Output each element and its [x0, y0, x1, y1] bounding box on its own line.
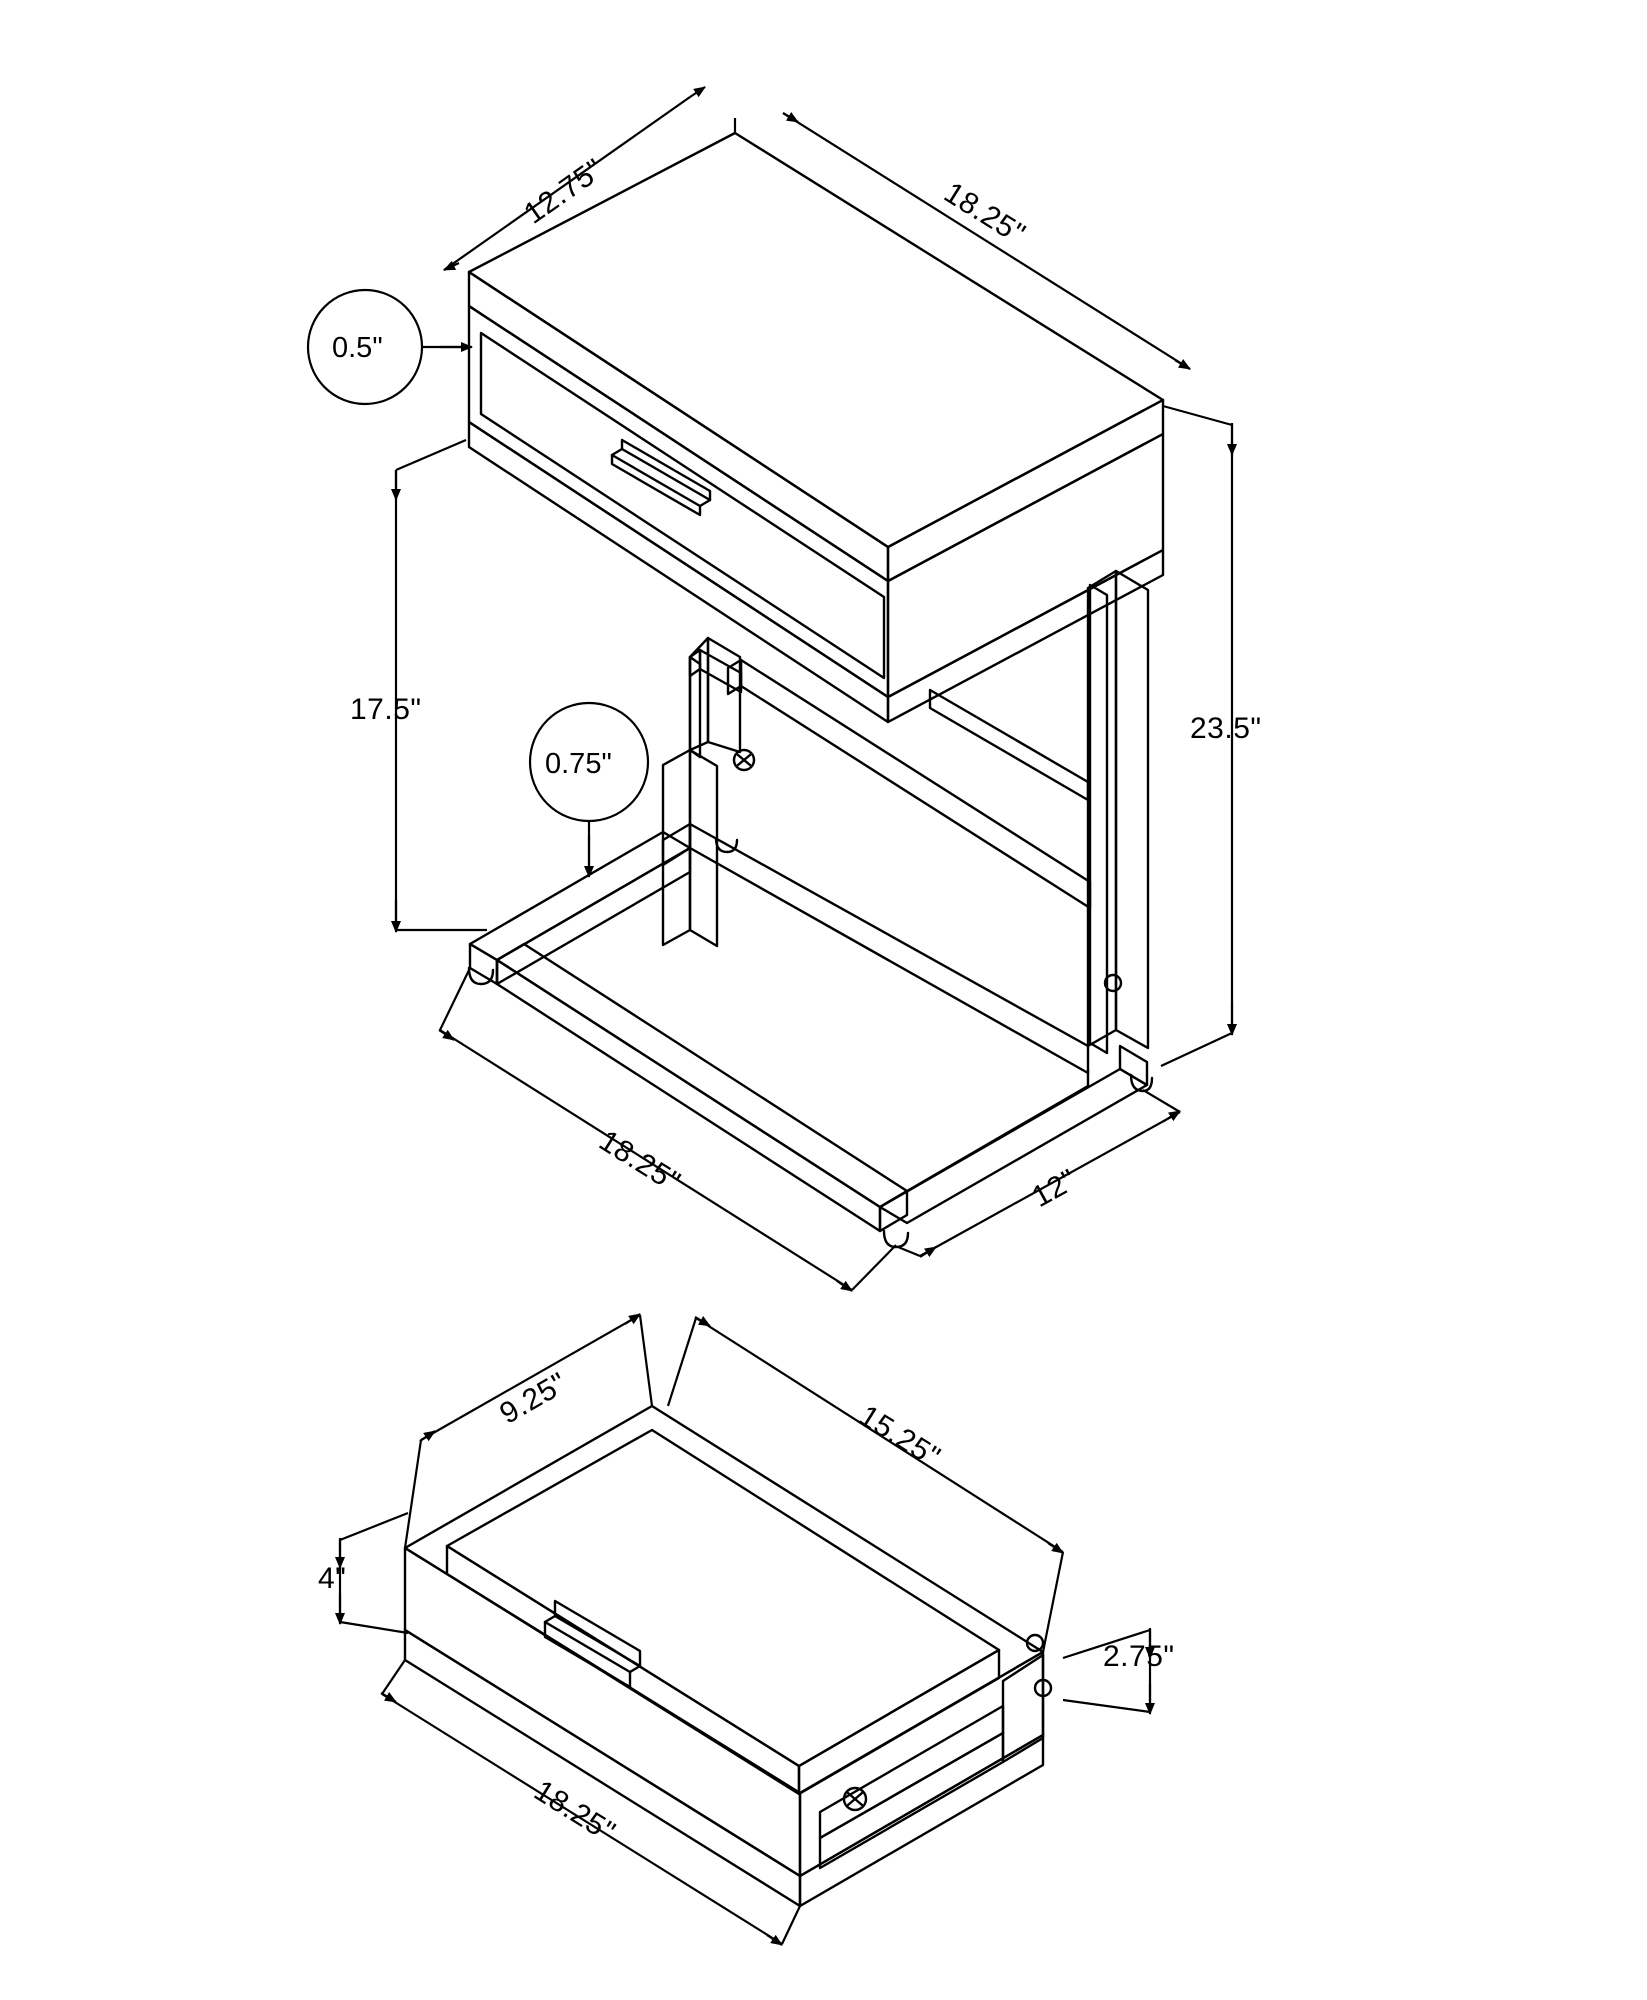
callout-label-frame-tube: 0.75": [545, 748, 612, 780]
frame-base-front-end: [880, 1191, 907, 1231]
dimension-label-base-depth: 12": [1026, 1163, 1083, 1215]
frame-top-left-connector: [700, 650, 741, 692]
dimension-label-base-width: 18.25": [593, 1124, 687, 1200]
ext-12-a: [898, 1247, 920, 1256]
table-body-geometry: [469, 133, 1163, 1247]
callout-label-top-thickness: 0.5": [332, 332, 383, 364]
frame-c-vertical: [690, 750, 717, 946]
arrow-1525-b: [1048, 1543, 1063, 1553]
frame-base-left-front: [497, 848, 690, 984]
dimline-1825-top: [783, 113, 1190, 369]
arrow-1275: [690, 87, 705, 97]
frame-left-post-side: [708, 638, 740, 752]
frame-base-front-top: [497, 944, 907, 1207]
frame-c-vertical-inner: [663, 750, 690, 945]
dimension-label-drawer-front-width: 18.25": [528, 1774, 622, 1850]
screw-left-cross: [738, 755, 750, 765]
frame-right-post-outer: [1116, 571, 1148, 1048]
arrow-925-b: [625, 1314, 640, 1324]
ext-275-bottom: [1063, 1700, 1150, 1712]
arrow-1825-base-a: [439, 1030, 454, 1040]
drawer-inner-front-wall: [447, 1546, 799, 1794]
ext-925-b: [640, 1315, 652, 1406]
dimension-label-drawer-inner-width: 15.25": [853, 1399, 947, 1475]
arrow-1825-top-b: [1175, 360, 1190, 369]
frame-base-left-top: [470, 832, 690, 960]
ext-235-bottom: [1161, 1033, 1232, 1066]
drawer-box-pull-bottom: [545, 1622, 630, 1687]
foot-front: [884, 1231, 908, 1247]
dimension-label-depth-top: 12.75": [518, 152, 610, 231]
dimline-925: [421, 1315, 640, 1440]
frame-base-front-face: [497, 960, 880, 1231]
dimension-label-overall-height: 23.5": [1190, 712, 1262, 745]
ext-4-top: [340, 1513, 408, 1540]
ext-235-top: [1163, 406, 1232, 425]
drawer-rim-outer: [405, 1406, 1043, 1793]
frame-base-right-end: [1120, 1046, 1147, 1085]
drawer-slide-rail-upper: [820, 1706, 1003, 1838]
arrow-1525-a: [695, 1317, 710, 1326]
dimension-label-drawer-depth: 9.25": [494, 1366, 573, 1431]
dimension-label-drawer-height: 4": [318, 1562, 347, 1595]
dimension-label-drawer-front-height: 2.75": [1103, 1640, 1175, 1673]
frame-brace-upper-right: [930, 690, 1088, 800]
dimension-label-height-under-top: 17.5": [350, 693, 422, 726]
carcass-bottom-front: [469, 422, 888, 722]
drawer-box-pull-top: [555, 1601, 640, 1666]
arrow-1825-drawer-a: [381, 1693, 396, 1702]
ext-12-b: [1143, 1090, 1180, 1112]
drawer-inner-right-wall: [799, 1650, 999, 1794]
drawer-screw-3-cross: [848, 1793, 862, 1805]
arrow-12-a: [920, 1247, 936, 1257]
ext-1525-b: [1043, 1552, 1063, 1652]
ext-4-bottom: [340, 1622, 408, 1633]
ext-1525-a: [668, 1318, 696, 1406]
dimension-lines-drawer: [340, 1314, 1150, 1945]
dimension-label-width-top: 18.25": [938, 176, 1032, 252]
frame-base-back-bar: [690, 824, 1088, 1073]
drawer-side-outer-face: [800, 1652, 1043, 1876]
drawer-pull: [612, 449, 710, 506]
table-top-front-edge: [469, 272, 888, 581]
frame-base-left-end: [470, 944, 497, 984]
arrow-1825-top-a: [783, 113, 798, 122]
arrow-1825-base-b: [837, 1281, 852, 1291]
arrow-925-a: [420, 1431, 435, 1441]
frame-upper-back-rail: [741, 660, 1090, 908]
ext-1825-base-b: [852, 1245, 896, 1290]
ext-1825-drawer-a: [382, 1660, 405, 1694]
drawer-box-geometry: [405, 1406, 1051, 1906]
ext-1825-base-a: [440, 968, 470, 1030]
dimension-lines-table: [308, 87, 1232, 1291]
ext-925-a: [405, 1440, 421, 1548]
frame-base-right-top: [880, 1069, 1147, 1223]
arrow-1825-drawer-b: [767, 1935, 782, 1945]
ext-175-top: [396, 440, 466, 470]
ext-1825-drawer-b: [782, 1906, 800, 1944]
table-top-right-edge: [888, 400, 1163, 581]
arrow-12-b: [1164, 1111, 1180, 1121]
